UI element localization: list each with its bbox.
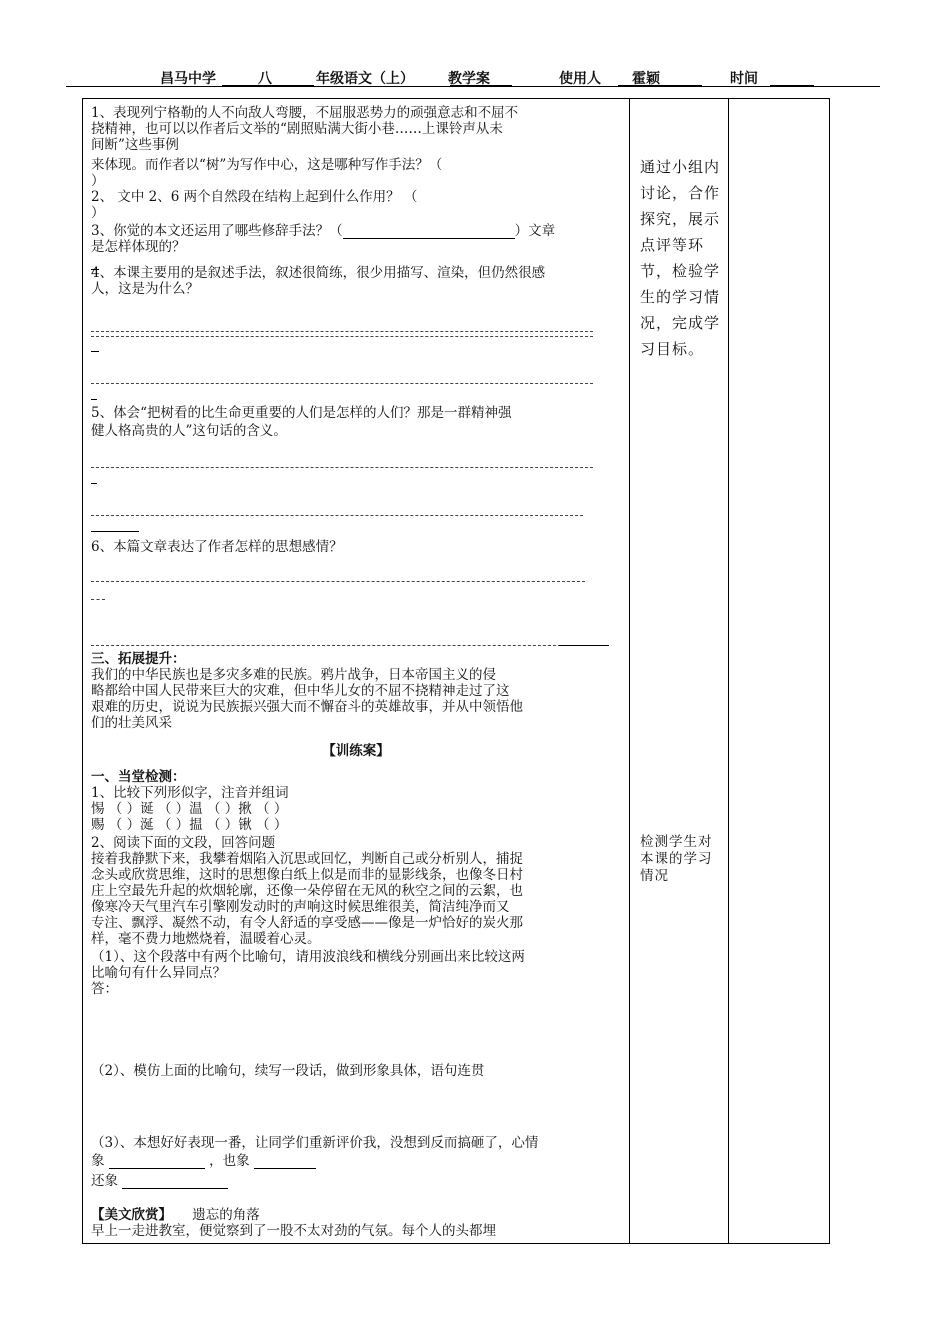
char-row1: 惕 （ ）诞 （ ）温 （ ）揪 （ ） xyxy=(91,801,288,817)
school-name: 昌马中学 xyxy=(160,71,216,87)
q4-answer-line[interactable] xyxy=(91,331,593,332)
reading-line6: 样，毫不费力地燃烧着，温暖着心灵。 xyxy=(91,931,321,947)
subject: 年级语文（上） xyxy=(316,71,414,87)
q4-line2: 人，这是为什么？ xyxy=(91,281,199,297)
training-sec1: 一、当堂检测： xyxy=(91,769,186,785)
reading-line4: 像寒冷天气里汽车引擎刚发动时的声响这时候思维很美，简洁纯净而又 xyxy=(91,899,510,915)
q5-line2: 健人格高贵的人”这句话的含义。 xyxy=(91,423,287,439)
appreciation-title: 遗忘的角落 xyxy=(192,1207,260,1223)
content-column xyxy=(83,99,630,1244)
q5-answer-line[interactable] xyxy=(91,467,593,468)
q2-line2: ） xyxy=(91,205,105,221)
sub-question2: （2）、模仿上面的比喻句，续写一段话，做到形象具体，语句连贯 xyxy=(91,1063,485,1079)
sub3-blank2[interactable] xyxy=(254,1153,316,1169)
reading-line5: 专注、飘浮、凝然不动，有令人舒适的享受感——像是一炉恰好的炭火那 xyxy=(91,915,523,931)
q1-line3: 间断”这些事例 xyxy=(91,137,179,153)
q1-line2: 挠精神，也可以以作者后文举的“剧照贴满大街小巷……上课铃声从未 xyxy=(91,121,503,137)
q3-line2: 是怎样体现的？ xyxy=(91,239,186,255)
appreciation-first-line: 早上一走进教室，便觉察到了一股不太对劲的气氛。每个人的头都埋 xyxy=(91,1223,496,1239)
q6-answer-line[interactable] xyxy=(91,581,585,582)
grade: 八 xyxy=(258,71,272,87)
sub-question1-line1: （1）、这个段落中有两个比喻句，请用波浪线和横线分别画出来比较这两 xyxy=(91,949,525,965)
extension-title: 三、拓展提升： xyxy=(91,651,186,667)
training-item1: 1、比较下列形似字，注音并组词 xyxy=(91,785,289,801)
q6-answer-line2[interactable] xyxy=(91,645,561,646)
q1-line4: 来体现。而作者以“树”为写作中心，这是哪种写作手法？（ xyxy=(91,157,443,173)
sub-question1-line2: 比喻句有什么异同点？ xyxy=(91,965,226,981)
q4-line1: 4、本课主要用的是叙述手法，叙述很简练，很少用描写、渲染，但仍然很感 xyxy=(91,265,546,281)
sub-question3-line2: 象 ，也象 xyxy=(91,1153,621,1169)
sub3-blank3[interactable] xyxy=(122,1173,228,1189)
lesson-table xyxy=(82,98,830,1244)
appreciation-label: 【美文欣赏】 xyxy=(91,1207,172,1223)
blank-column xyxy=(729,99,830,1244)
q4-answer-line2[interactable] xyxy=(91,383,593,384)
extension-line2: 略都给中国人民带来巨大的灾难，但中华儿女的不屈不挠精神走过了这 xyxy=(91,683,510,699)
q3-blank[interactable] xyxy=(343,223,515,239)
header-rule xyxy=(66,86,880,87)
answer-label: 答： xyxy=(91,981,118,997)
doc-type: 教学案 xyxy=(448,71,490,87)
reading-line2: 念头或欣赏思维，这时的思想像白纸上似是而非的显影线条，也像冬日村 xyxy=(91,867,523,883)
q5-line1: 5、体会“把树看的比生命更重要的人们是怎样的人们？那是一群精神强 xyxy=(91,405,512,421)
q5-answer-line2[interactable] xyxy=(91,515,583,516)
extension-line3: 艰难的历史，说说为民族振兴强大而不懈奋斗的英雄故事，并从中领悟他 xyxy=(91,699,523,715)
sub-question3-line1: （3）、本想好好表现一番，让同学们重新评价我，没想到反而搞砸了，心情 xyxy=(91,1135,539,1151)
user-name: 霍颖 xyxy=(632,71,660,87)
reading-line3: 庄上空最先升起的炊烟轮廓，还像一朵停留在无风的秋空之间的云絮，也 xyxy=(91,883,523,899)
sub-question3-line3: 还象 xyxy=(91,1173,621,1189)
extension-line1: 我们的中华民族也是多灾多难的民族。鸦片战争，日本帝国主义的侵 xyxy=(91,667,496,683)
q1-line5: ） xyxy=(91,173,105,189)
training-title: 【训练案】 xyxy=(322,743,390,759)
appreciation-heading xyxy=(91,1207,621,1223)
q2-line1: 2、 文中 2、6 两个自然段在结构上起到什么作用？ （ xyxy=(91,189,418,205)
notes-column xyxy=(630,99,729,1244)
reading-line1: 接着我静默下来，我攀着烟陷入沉思或回忆，判断自己或分析别人，捕捉 xyxy=(91,851,523,867)
char-row2: 赐 （ ）涎 （ ）揾 （ ）锹 （ ） xyxy=(91,817,288,833)
training-item2: 2、阅读下面的文段，回答问题 xyxy=(91,835,276,851)
extension-line4: 们的壮美风采 xyxy=(91,715,172,731)
sub3-blank1[interactable] xyxy=(109,1153,205,1169)
user-label: 使用人 xyxy=(559,71,601,87)
time-label: 时间 xyxy=(730,71,758,87)
q3-line1: 3、你觉的本文还运用了哪些修辞手法？（ ）文章 xyxy=(91,223,556,239)
q1-line1: 1、表现列宁格勒的人不向敌人弯腰，不屈服恶势力的顽强意志和不屈不 xyxy=(91,105,519,121)
side-note-2: 检测学生对本课的学习情况 xyxy=(640,834,713,884)
side-note-1: 通过小组内讨论，合作探究，展示点评等环节，检验学生的学习情况，完成学习目标。 xyxy=(640,158,721,358)
q6: 6、本篇文章表达了作者怎样的思想感情？ xyxy=(91,539,343,555)
